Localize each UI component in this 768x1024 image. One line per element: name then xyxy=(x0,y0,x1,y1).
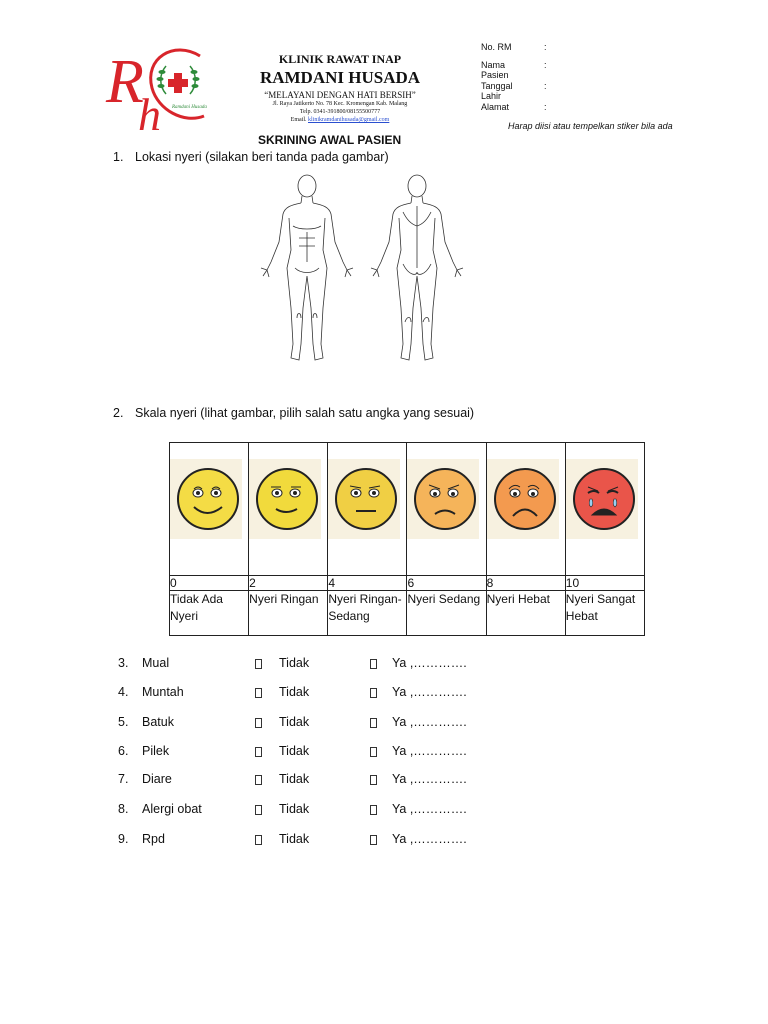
pain-value[interactable]: 2 xyxy=(249,576,328,591)
option-ya-label[interactable]: Ya ,…………. xyxy=(392,656,467,670)
checkbox-tidak[interactable] xyxy=(255,775,262,785)
id-field-tanggal[interactable]: : xyxy=(544,81,547,91)
option-ya-label[interactable]: Ya ,…………. xyxy=(392,685,467,699)
checkbox-tidak[interactable] xyxy=(255,747,262,757)
face-neutral-icon xyxy=(328,459,400,539)
clinic-email-link[interactable]: klinikramdanihusada@gmail.com xyxy=(308,117,390,123)
option-ya-label[interactable]: Ya ,…………. xyxy=(392,832,467,846)
symptom-label: Rpd xyxy=(142,832,165,846)
pain-face-cell-4[interactable] xyxy=(328,443,407,576)
pain-label: Nyeri Hebat xyxy=(486,591,565,636)
symptom-label: Muntah xyxy=(142,685,184,699)
checkbox-ya[interactable] xyxy=(370,805,377,815)
checkbox-ya[interactable] xyxy=(370,718,377,728)
clinic-logo xyxy=(104,44,208,132)
clinic-email-line xyxy=(230,116,450,124)
body-diagram[interactable] xyxy=(253,172,481,366)
pain-value[interactable]: 6 xyxy=(407,576,486,591)
red-cross-icon xyxy=(168,73,188,93)
option-tidak-label: Tidak xyxy=(279,744,310,758)
question-2 xyxy=(113,406,553,424)
face-frown-icon xyxy=(487,459,559,539)
symptom-row xyxy=(118,656,498,672)
id-field-nama[interactable]: : xyxy=(544,60,547,70)
clinic-header xyxy=(230,52,450,124)
clinic-motto: “MELAYANI DENGAN HATI BERSIH” xyxy=(264,90,416,100)
symptom-row xyxy=(118,715,498,731)
patient-id-block xyxy=(481,43,601,113)
face-smile-icon xyxy=(170,459,242,539)
symptom-row xyxy=(118,772,498,788)
option-tidak-label: Tidak xyxy=(279,656,310,670)
pain-label: Nyeri Sangat Hebat xyxy=(565,591,644,636)
option-tidak-label: Tidak xyxy=(279,685,310,699)
id-label-nama: Nama xyxy=(481,60,506,70)
face-crying-icon xyxy=(566,459,638,539)
pain-label: Nyeri Ringan xyxy=(249,591,328,636)
pain-face-cell-10[interactable] xyxy=(565,443,644,576)
pain-face-cell-0[interactable] xyxy=(170,443,249,576)
option-tidak-label: Tidak xyxy=(279,802,310,816)
clinic-type: KLINIK RAWAT INAP xyxy=(278,52,402,66)
pain-value[interactable]: 4 xyxy=(328,576,407,591)
checkbox-tidak[interactable] xyxy=(255,688,262,698)
question-number: 2. xyxy=(113,406,124,420)
checkbox-ya[interactable] xyxy=(370,775,377,785)
id-label-tanggal: Tanggal xyxy=(481,81,513,91)
face-slight-frown-icon xyxy=(407,459,479,539)
pain-value[interactable]: 8 xyxy=(486,576,565,591)
id-label-no-rm: No. RM xyxy=(481,42,512,52)
sticker-note: Harap diisi atau tempelkan stiker bila ada xyxy=(508,121,673,131)
pain-label: Tidak Ada Nyeri xyxy=(170,591,249,636)
option-tidak-label: Tidak xyxy=(279,715,310,729)
logo-caption: Ramdani Husada xyxy=(172,105,207,110)
pain-face-cell-2[interactable] xyxy=(249,443,328,576)
pain-label: Nyeri Sedang xyxy=(407,591,486,636)
symptom-row xyxy=(118,744,498,760)
id-label-lahir: Lahir xyxy=(481,91,502,101)
question-text: Skala nyeri (lihat gambar, pilih salah satu angka yang sesuai) xyxy=(135,406,475,420)
symptom-number: 8. xyxy=(118,802,129,816)
symptom-number: 9. xyxy=(118,832,129,846)
checkbox-tidak[interactable] xyxy=(255,835,262,845)
logo-letter-h: h xyxy=(138,89,161,132)
checkbox-ya[interactable] xyxy=(370,688,377,698)
checkbox-ya[interactable] xyxy=(370,747,377,757)
question-number: 1. xyxy=(113,150,124,164)
id-field-alamat[interactable]: : xyxy=(544,102,547,112)
checkbox-tidak[interactable] xyxy=(255,718,262,728)
id-label-alamat: Alamat xyxy=(481,102,510,112)
question-text: Lokasi nyeri (silakan beri tanda pada gambar) xyxy=(135,150,389,164)
clinic-phone: Telp. 0341-391800/08155500777 xyxy=(299,109,381,115)
symptom-number: 6. xyxy=(118,744,129,758)
option-ya-label[interactable]: Ya ,…………. xyxy=(392,802,467,816)
clinic-address: Jl. Raya Jatikerto No. 78 Kec. Kromengan Kab. Malang xyxy=(272,101,408,107)
body-front-figure xyxy=(261,175,353,360)
symptom-label: Pilek xyxy=(142,744,170,758)
symptom-number: 4. xyxy=(118,685,129,699)
pain-value[interactable]: 0 xyxy=(170,576,249,591)
symptom-label: Batuk xyxy=(142,715,174,729)
symptom-label: Diare xyxy=(142,772,172,786)
option-tidak-label: Tidak xyxy=(279,832,310,846)
body-back-figure xyxy=(371,175,463,360)
symptom-number: 7. xyxy=(118,772,129,786)
option-ya-label[interactable]: Ya ,…………. xyxy=(392,772,467,786)
symptom-row xyxy=(118,802,498,818)
pain-face-cell-8[interactable] xyxy=(486,443,565,576)
option-tidak-label: Tidak xyxy=(279,772,310,786)
symptom-number: 5. xyxy=(118,715,129,729)
id-field-no-rm[interactable]: : xyxy=(544,42,547,52)
pain-face-cell-6[interactable] xyxy=(407,443,486,576)
checkbox-ya[interactable] xyxy=(370,659,377,669)
symptom-label: Alergi obat xyxy=(142,802,202,816)
symptom-number: 3. xyxy=(118,656,129,670)
face-slight-smile-icon xyxy=(249,459,321,539)
symptom-row xyxy=(118,832,498,848)
pain-scale-table xyxy=(169,442,645,636)
symptom-row xyxy=(118,685,498,701)
id-label-pasien: Pasien xyxy=(481,70,509,80)
page-title: SKRINING AWAL PASIEN xyxy=(258,133,402,147)
symptom-label: Mual xyxy=(142,656,170,670)
clinic-name: RAMDANI HUSADA xyxy=(259,68,421,87)
checkbox-tidak[interactable] xyxy=(255,805,262,815)
logo-letter-r: R xyxy=(106,48,144,116)
checkbox-ya[interactable] xyxy=(370,835,377,845)
pain-value[interactable]: 10 xyxy=(565,576,644,591)
option-ya-label[interactable]: Ya ,…………. xyxy=(392,744,467,758)
question-1 xyxy=(113,150,513,168)
option-ya-label[interactable]: Ya ,…………. xyxy=(392,715,467,729)
pain-label: Nyeri Ringan-Sedang xyxy=(328,591,407,636)
email-label: Email. xyxy=(290,117,307,123)
checkbox-tidak[interactable] xyxy=(255,659,262,669)
